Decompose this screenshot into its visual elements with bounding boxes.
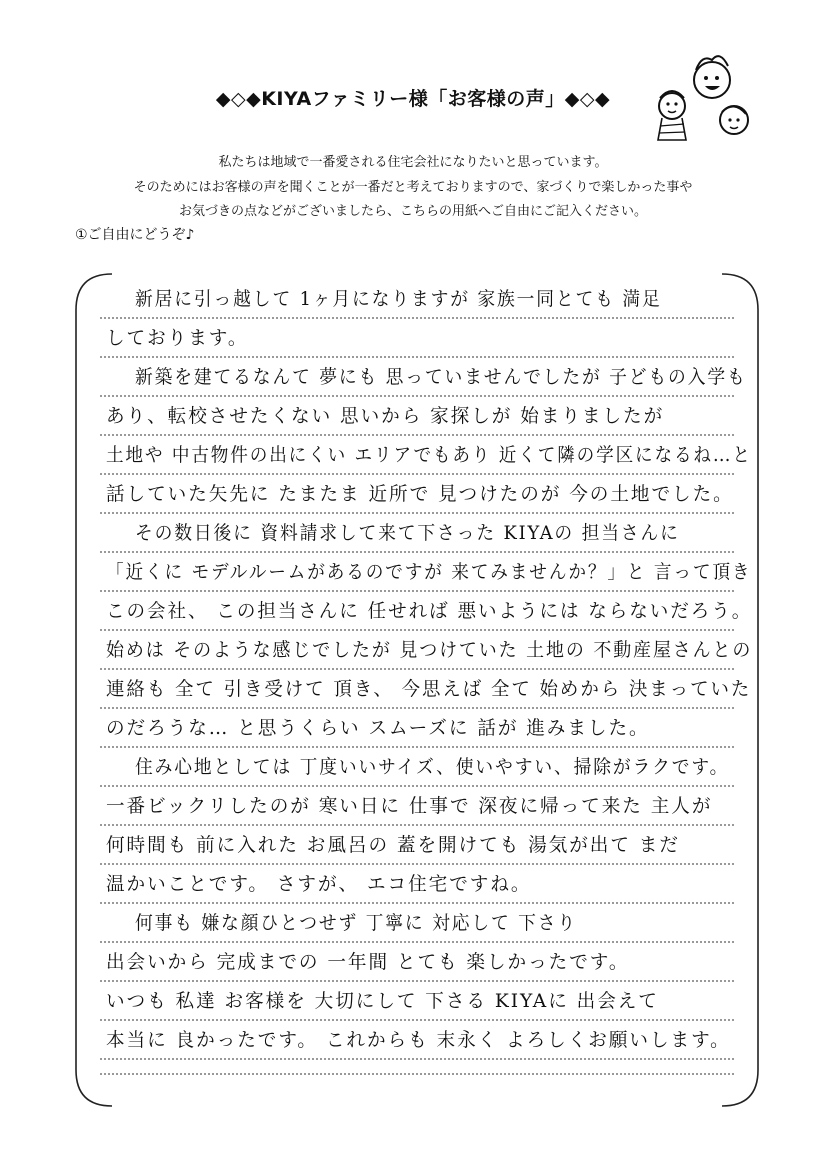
message-line: 何時間も 前に入れた お風呂の 蓋を開けても 湯気が出て まだ (106, 834, 680, 856)
message-line: 温かいことです。 さすが、 エコ住宅ですね。 (106, 873, 532, 895)
message-line: この会社、 この担当さんに 任せれば 悪いようには ならないだろう。 (106, 600, 753, 622)
message-line: いつも 私達 お客様を 大切にして 下さる KIYAに 出会えて (106, 990, 659, 1012)
message-line: しております。 (106, 327, 249, 349)
message-line: 住み心地としては 丁度いいサイズ、使いやすい、掃除がラクです。 (135, 756, 730, 778)
message-line: 新築を建てるなんて 夢にも 思っていませんでしたが 子どもの入学も (135, 366, 747, 388)
message-line: 始めは そのような感じでしたが 見つけていた 土地の 不動産屋さんとの (106, 639, 753, 661)
kids-illustration (650, 48, 760, 148)
message-line: 土地や 中古物件の出にくい エリアでもあり 近くて隣の学区になるね…と (106, 444, 752, 466)
page-title: ◆◇◆KIYAファミリー様「お客様の声」◆◇◆ (215, 88, 611, 110)
message-line: 連絡も 全て 引き受けて 頂き、 今思えば 全て 始めから 決まっていた (106, 678, 752, 700)
message-line: 「近くに モデルルームがあるのですが 来てみませんか？」と 言って頂き (106, 561, 752, 583)
intro-line-2: そのためにはお客様の声を聞くことが一番だと考えておりますので、家づくりで楽しかった事や (133, 180, 693, 195)
message-line: 一番ビックリしたのが 寒い日に 仕事で 深夜に帰って来た 主人が (106, 795, 713, 817)
intro-line-3: お気づきの点などがございましたら、こちらの用紙へご自由にご記入ください。 (178, 204, 647, 219)
section-label: ①ご自由にどうぞ♪ (75, 227, 195, 243)
message-line: 新居に引っ越して 1ヶ月になりますが 家族一同とても 満足 (135, 288, 662, 310)
message-line: 本当に 良かったです。 これからも 末永く よろしくお願いします。 (106, 1029, 731, 1051)
message-line: あり、転校させたくない 思いから 家探しが 始まりましたが (106, 405, 665, 427)
message-line: 出会いから 完成までの 一年間 とても 楽しかったです。 (106, 951, 630, 973)
message-line: その数日後に 資料請求して来て下さった KIYAの 担当さんに (135, 522, 680, 544)
message-line: 何事も 嫌な顔ひとつせず 丁寧に 対応して 下さり (135, 912, 578, 934)
intro-line-1: 私たちは地域で一番愛される住宅会社になりたいと思っています。 (218, 155, 608, 170)
message-line: のだろうな… と思うくらい スムーズに 話が 進みました。 (106, 717, 650, 739)
message-line: 話していた矢先に たまたま 近所で 見つけたのが 今の土地でした。 (106, 483, 734, 505)
